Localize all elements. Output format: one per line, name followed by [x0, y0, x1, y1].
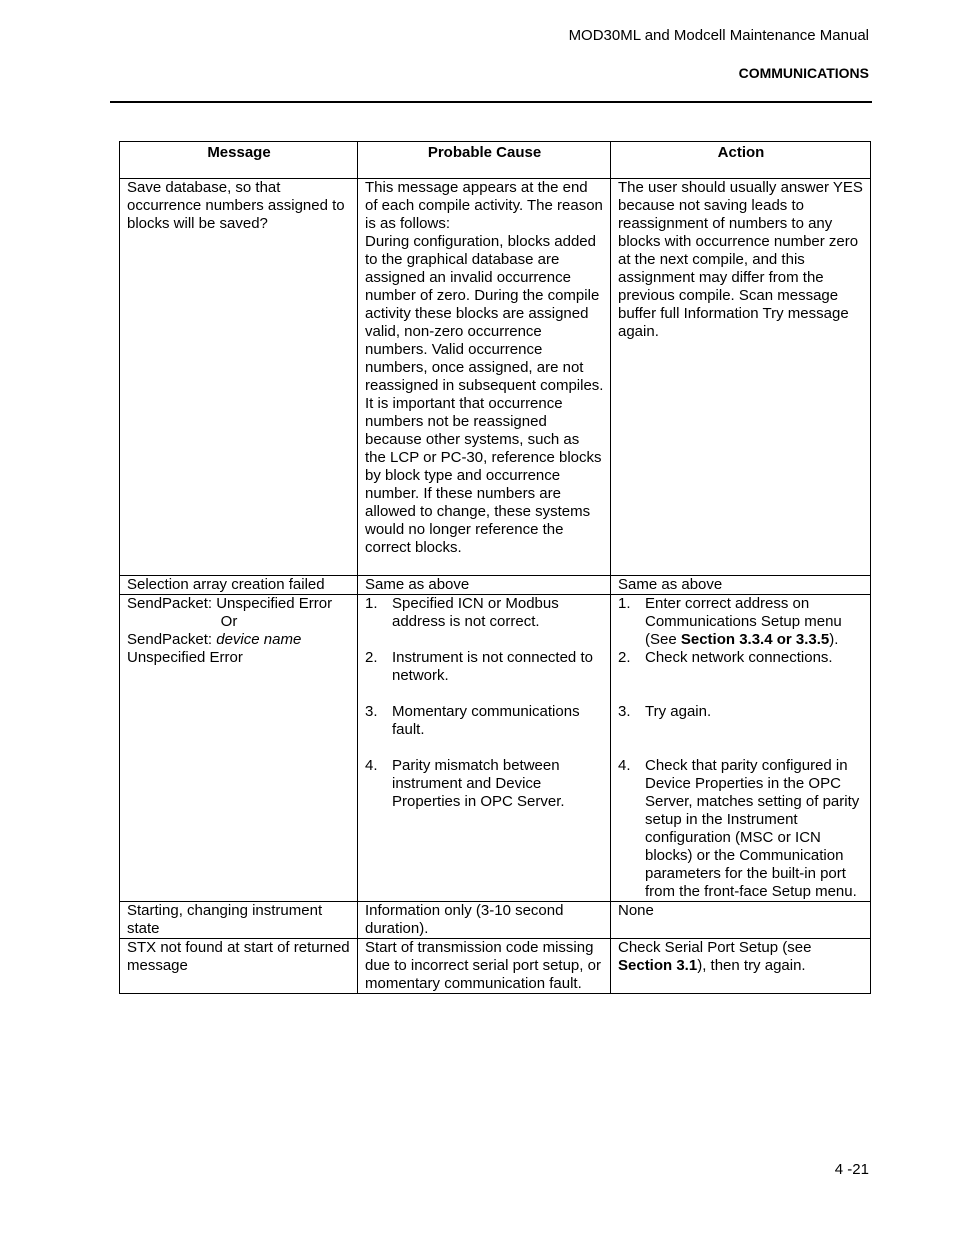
list-number: 2.	[365, 649, 378, 666]
message-text-tail: Unspecified Error	[127, 649, 243, 666]
list-item	[365, 757, 604, 811]
list-number: 4.	[365, 757, 378, 774]
cause-text: Same as above	[365, 576, 470, 593]
table-row	[120, 576, 871, 595]
list-item	[365, 595, 604, 631]
message-text: SendPacket: Unspecified Error	[127, 595, 333, 612]
list-text: Check network connections.	[645, 649, 833, 666]
list-number: 3.	[365, 703, 378, 720]
list-text: Try again.	[645, 703, 712, 720]
action-text: Same as above	[618, 576, 723, 593]
table-row	[120, 939, 871, 994]
manual-title: MOD30ML and Modcell Maintenance Manual	[568, 27, 869, 44]
action-prefix: Check Serial Port Setup (see	[618, 939, 812, 956]
page-number: 4 -21	[834, 1161, 869, 1178]
message-cell	[120, 902, 358, 939]
cause-text: This message appears at the end of each compile activity. The reason is as follows:	[365, 179, 603, 232]
message-prefix: SendPacket:	[127, 631, 217, 648]
list-number: 1.	[618, 595, 631, 612]
list-item	[618, 703, 864, 721]
header-divider	[110, 101, 872, 103]
action-cell	[611, 939, 871, 994]
action-cell	[611, 576, 871, 595]
message-or-text: Or	[220, 613, 238, 630]
list-number: 3.	[618, 703, 631, 720]
action-cell	[611, 179, 871, 576]
list-number: 2.	[618, 649, 631, 666]
cause-text: Information only (3-10 second duration).	[365, 902, 564, 937]
list-item	[365, 649, 604, 685]
list-text-suffix: ).	[829, 631, 839, 648]
table-header-row	[120, 142, 871, 179]
action-suffix: ), then try again.	[697, 957, 806, 974]
action-text	[618, 939, 864, 975]
section-reference: Section 3.1	[618, 957, 698, 974]
action-text: The user should usually answer YES because not saving leads to reassignment of numbers to any blocks with occurrence number zero at the next compile, and this assignment may differ from the previous compile. Scan message buffer full Information Try message again.	[618, 179, 863, 340]
table-row	[120, 595, 871, 902]
list-number: 4.	[618, 757, 631, 774]
list-text: Parity mismatch between instrument and Device Properties in OPC Server.	[392, 757, 565, 810]
action-text: None	[618, 902, 654, 919]
message-table	[119, 141, 871, 994]
message-text-alt	[127, 631, 351, 649]
list-item	[618, 649, 864, 667]
message-text: Selection array creation failed	[127, 576, 325, 593]
list-text: Enter correct address on Communications Setup menu (See	[645, 595, 842, 648]
cause-cell	[358, 595, 611, 902]
message-text: STX not found at start of returned message	[127, 939, 350, 974]
list-item	[618, 595, 864, 649]
section-reference: Section 3.3.4 or 3.3.5	[680, 631, 830, 648]
cause-cell	[358, 179, 611, 576]
column-header-probable-cause: Probable Cause	[358, 142, 611, 179]
table-row	[120, 902, 871, 939]
message-cell	[120, 179, 358, 576]
list-item	[365, 703, 604, 739]
list-text: Check that parity configured in Device Properties in the OPC Server, matches setting of parity setup in the Instrument configuration (MSC or ICN blocks) or the Communication parameters for the built-in port from the front-face Setup menu.	[645, 757, 860, 900]
message-cell	[120, 595, 358, 902]
table-row	[120, 179, 871, 576]
cause-text-detail: During configuration, blocks added to the graphical database are assigned an invalid occurrence number of zero. During the compile activity these blocks are assigned valid, non-zero occurrence numbers. Valid occurrence numbers, once assigned, are not reassigned in subsequent compiles. It is important that occurrence numbers not be reassigned because other systems, such as the LCP or PC-30, reference blocks by block type and occurrence number. If these numbers are allowed to change, these systems would no longer reference the correct blocks.	[365, 233, 604, 556]
message-text: Starting, changing instrument state	[127, 902, 323, 937]
cause-cell	[358, 902, 611, 939]
list-text: Instrument is not connected to network.	[392, 649, 593, 684]
message-cell	[120, 939, 358, 994]
list-text: Momentary communications fault.	[392, 703, 580, 738]
section-title: COMMUNICATIONS	[738, 65, 869, 81]
cause-cell	[358, 939, 611, 994]
list-item	[618, 757, 864, 901]
action-cell	[611, 902, 871, 939]
device-name-text: device name	[216, 631, 302, 648]
message-text: Save database, so that occurrence numbers assigned to blocks will be saved?	[127, 179, 345, 232]
cause-cell	[358, 576, 611, 595]
action-cell	[611, 595, 871, 902]
list-number: 1.	[365, 595, 378, 612]
message-cell	[120, 576, 358, 595]
column-header-action: Action	[611, 142, 871, 179]
column-header-message: Message	[120, 142, 358, 179]
cause-text: Start of transmission code missing due to incorrect serial port setup, or momentary communication fault.	[365, 939, 601, 992]
list-text: Specified ICN or Modbus address is not correct.	[392, 595, 559, 630]
